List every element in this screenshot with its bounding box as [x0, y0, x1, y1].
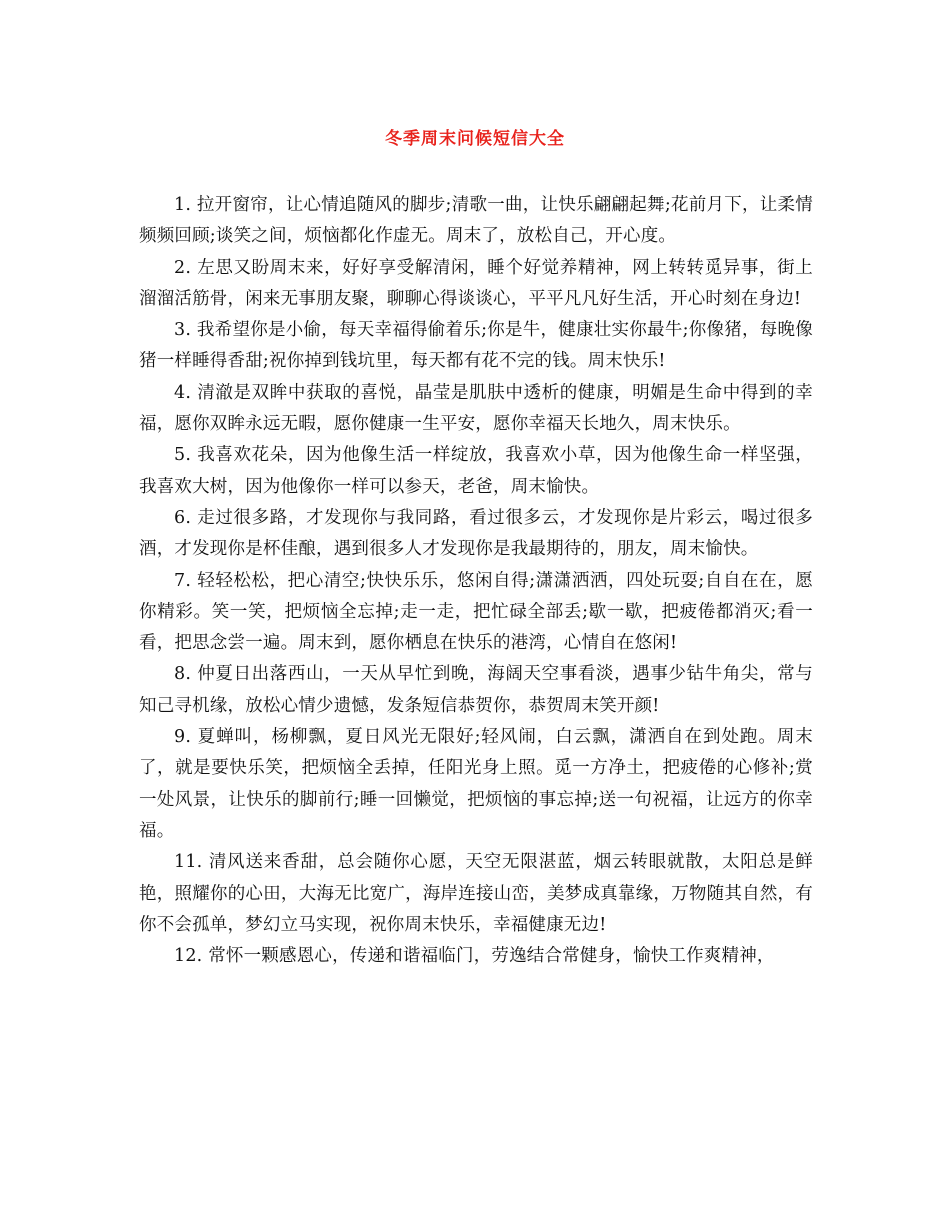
- paragraph-8: 8. 仲夏日出落西山，一天从早忙到晚，海阔天空事看淡，遇事少钻牛角尖，常与知己寻机缘，放松心情少遗憾，发条短信恭贺你，恭贺周末笑开颜!: [139, 664, 813, 716]
- paragraph-11: 11. 清风送来香甜，总会随你心愿，天空无限湛蓝，烟云转眼就散，太阳总是鲜艳，照耀你的心田，大海无比宽广，海岸连接山峦，美梦成真靠缘，万物随其自然，有你不会孤单，梦幻立马实现，祝你周末快乐，幸福健康无边!: [139, 852, 813, 935]
- paragraph-1: 1. 拉开窗帘，让心情追随风的脚步;清歌一曲，让快乐翩翩起舞;花前月下，让柔情频频回顾;谈笑之间，烦恼都化作虚无。周末了，放松自己，开心度。: [139, 195, 813, 247]
- paragraph-12: 12. 常怀一颗感恩心，传递和谐福临门，劳逸结合常健身，愉快工作爽精神，: [174, 946, 775, 967]
- paragraph-9: 9. 夏蝉叫，杨柳飘，夏日风光无限好;轻风闹，白云飘，潇洒自在到处跑。周末了，就是要快乐笑，把烦恼全丢掉，任阳光身上照。觅一方净土，把疲倦的心修补;赏一处风景，让快乐的脚前行;睡一回懒觉，把烦恼的事忘掉;送一句祝福，让远方的你幸福。: [139, 727, 813, 841]
- paragraph-2: 2. 左思又盼周末来，好好享受解清闲，睡个好觉养精神，网上转转觅异事，街上溜溜活筋骨，闲来无事朋友聚，聊聊心得谈谈心，平平凡凡好生活，开心时刻在身边!: [139, 257, 813, 309]
- paragraph-6: 6. 走过很多路，才发现你与我同路，看过很多云，才发现你是片彩云，喝过很多酒，才发现你是杯佳酿，遇到很多人才发现你是我最期待的，朋友，周末愉快。: [139, 507, 813, 560]
- paragraph-3: 3. 我希望你是小偷，每天幸福得偷着乐;你是牛，健康壮实你最牛;你像猪，每晚像猪一样睡得香甜;祝你掉到钱坑里，每天都有花不完的钱。周末快乐!: [139, 320, 813, 372]
- paragraph-7: 7. 轻轻松松，把心清空;快快乐乐，悠闲自得;潇潇洒洒，四处玩耍;自自在在，愿你精彩。笑一笑，把烦恼全忘掉;走一走，把忙碌全部丢;歇一歇，把疲倦都消灭;看一看，把思念尝一遍。周末到，愿你栖息在快乐的港湾，心情自在悠闲!: [139, 570, 813, 654]
- paragraph-4: 4. 清澈是双眸中获取的喜悦，晶莹是肌肤中透析的健康，明媚是生命中得到的幸福，愿你双眸永远无暇，愿你健康一生平安，愿你幸福天长地久，周末快乐。: [139, 382, 813, 435]
- paragraph-5: 5. 我喜欢花朵，因为他像生活一样绽放，我喜欢小草，因为他像生命一样坚强，我喜欢大树，因为他像你一样可以参天，老爸，周末愉快。: [139, 445, 813, 497]
- document-body: [139, 190, 813, 972]
- document-title: 冬季周末问候短信大全: [385, 129, 565, 149]
